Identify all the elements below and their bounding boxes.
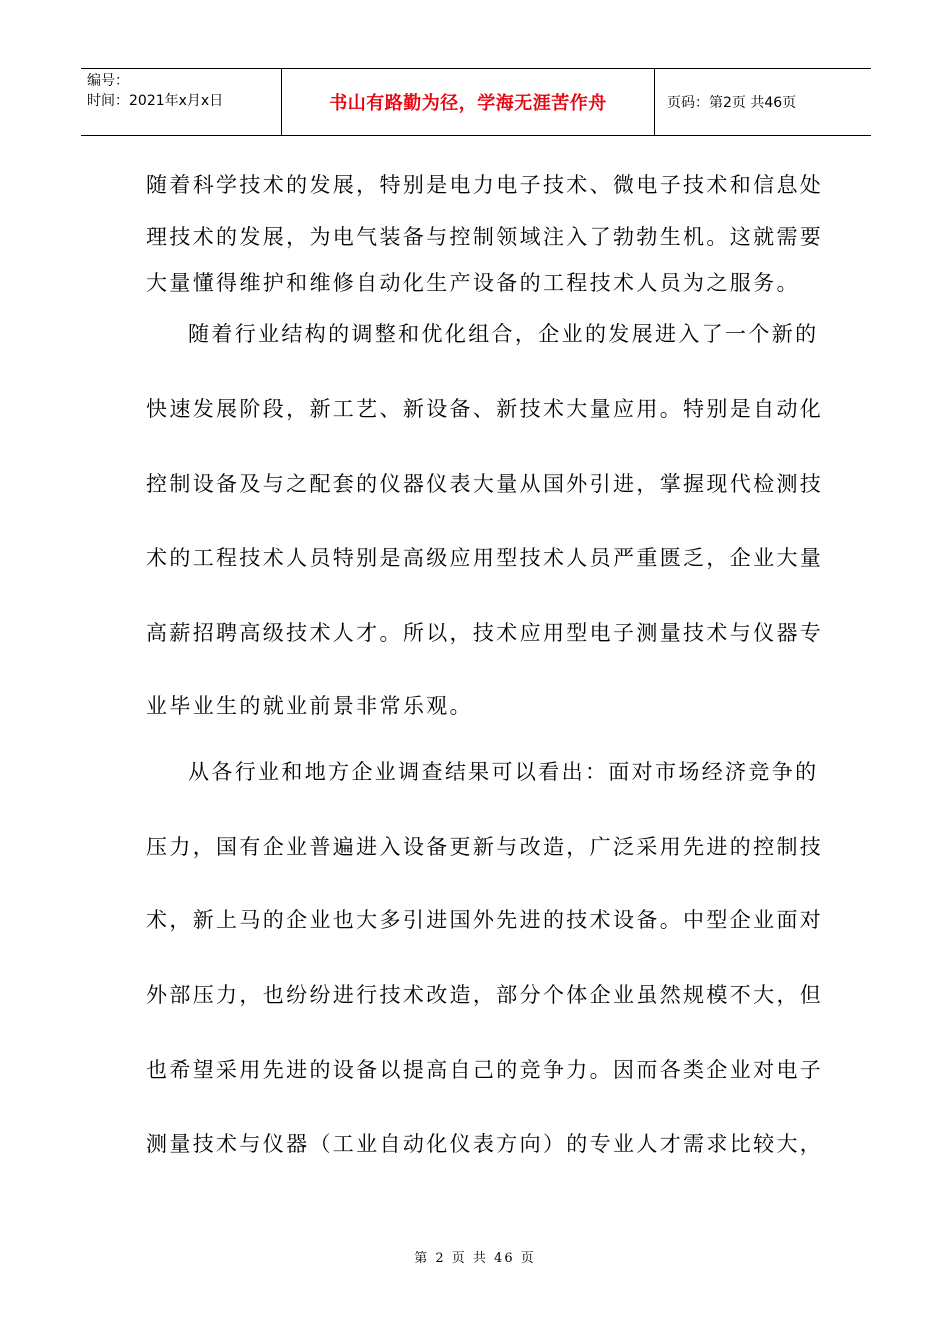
body-line: 术的工程技术人员特别是高级应用型技术人员严重匮乏，企业大量	[146, 546, 824, 570]
body-line: 随着行业结构的调整和优化组合，企业的发展进入了一个新的	[188, 322, 819, 346]
document-time-label: 时间：2021年x月x日	[87, 93, 224, 109]
body-line: 快速发展阶段，新工艺、新设备、新技术大量应用。特别是自动化	[146, 397, 824, 421]
page-footer: 第 2 页 共 46 页	[414, 1251, 536, 1266]
header-meta	[81, 69, 282, 135]
header-page-info: 页码：第2页 共46页	[667, 95, 797, 111]
body-line: 也希望采用先进的设备以提高自己的竞争力。因而各类企业对电子	[146, 1058, 824, 1082]
body-line: 从各行业和地方企业调查结果可以看出：面对市场经济竞争的	[188, 760, 819, 784]
body-line: 理技术的发展，为电气装备与控制领域注入了勃勃生机。这就需要	[146, 225, 824, 249]
body-line: 随着科学技术的发展，特别是电力电子技术、微电子技术和信息处	[146, 173, 824, 197]
body-line: 测量技术与仪器（工业自动化仪表方向）的专业人才需求比较大，	[146, 1132, 824, 1156]
body-line: 高薪招聘高级技术人才。所以，技术应用型电子测量技术与仪器专	[146, 621, 824, 645]
body-line: 大量懂得维护和维修自动化生产设备的工程技术人员为之服务。	[146, 271, 800, 295]
body-line: 业毕业生的就业前景非常乐观。	[146, 694, 473, 718]
body-line: 外部压力，也纷纷进行技术改造，部分个体企业虽然规模不大，但	[146, 983, 824, 1007]
body-line: 压力，国有企业普遍进入设备更新与改造，广泛采用先进的控制技	[146, 835, 824, 859]
body-line: 控制设备及与之配套的仪器仪表大量从国外引进，掌握现代检测技	[146, 472, 824, 496]
document-number-label: 编号：	[87, 73, 129, 89]
header-motto: 书山有路勤为径，学海无涯苦作舟	[282, 69, 655, 135]
page-header	[81, 68, 871, 136]
body-line: 术，新上马的企业也大多引进国外先进的技术设备。中型企业面对	[146, 908, 824, 932]
